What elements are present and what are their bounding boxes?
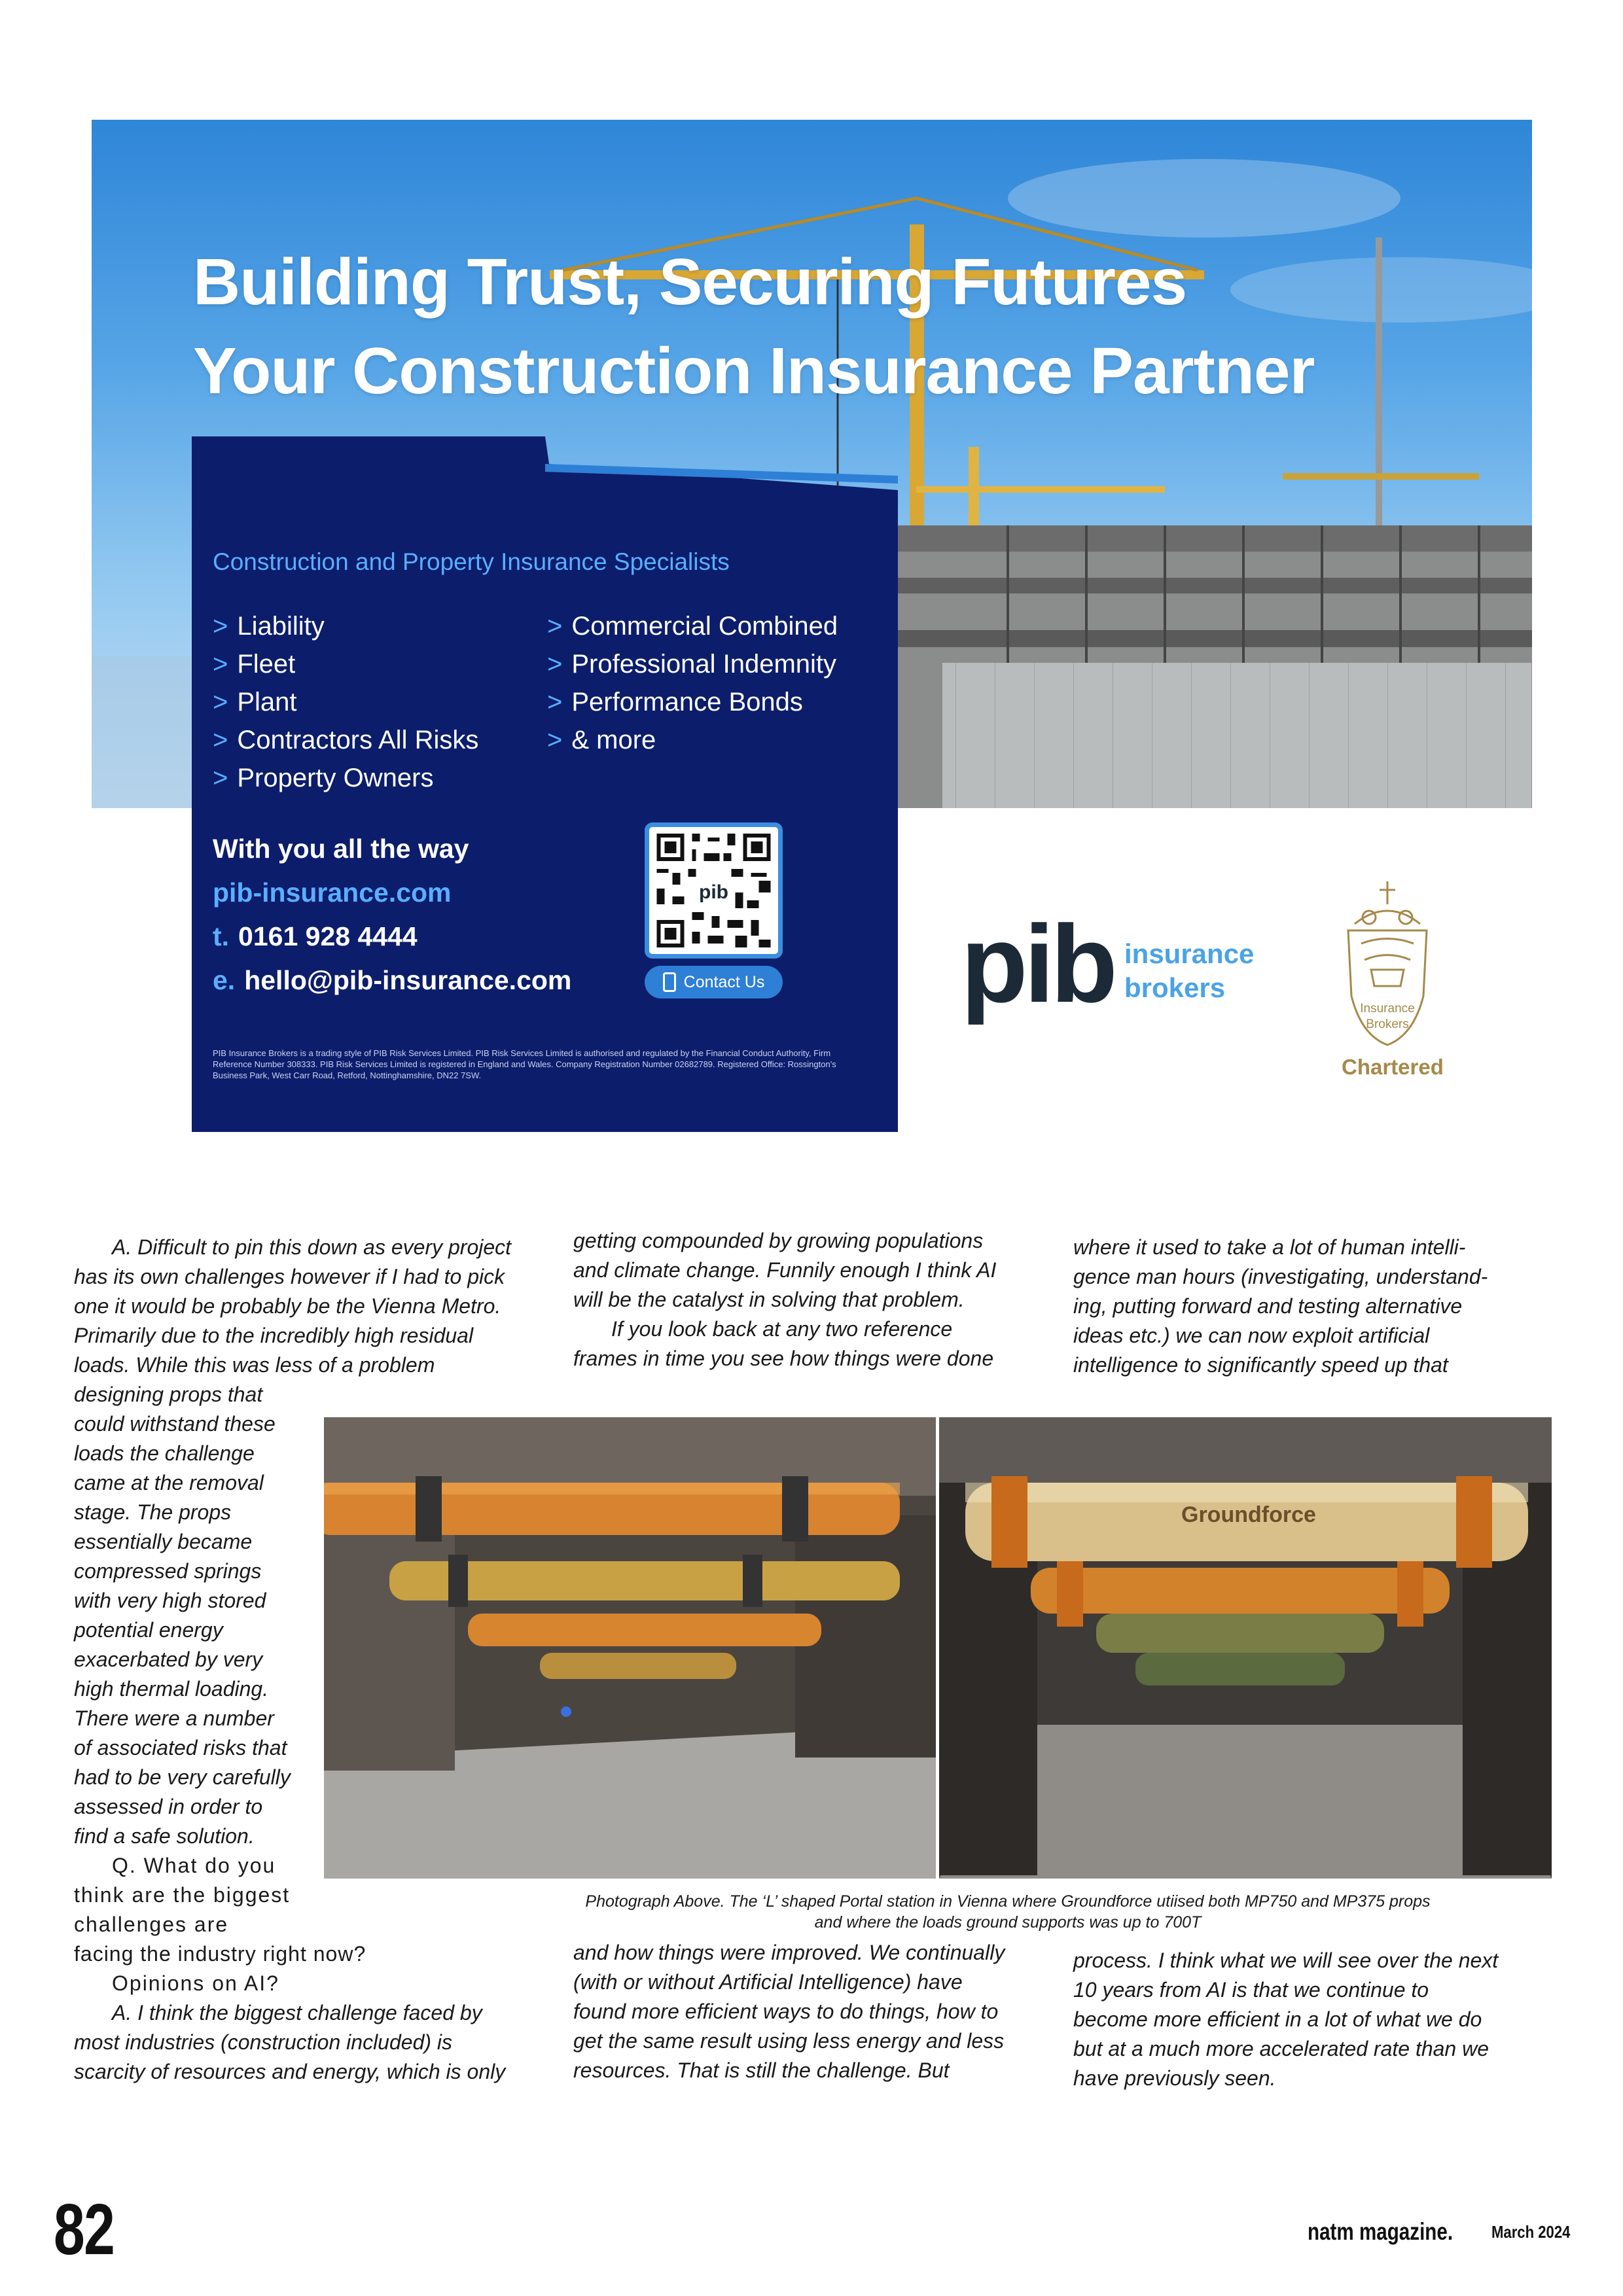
article-question: Q. What do you think are the biggest challenges are facing the industry right now? Opinions on AI? bbox=[74, 1854, 366, 1995]
service-item: > Professional Indemnity bbox=[547, 650, 837, 679]
chartered-insurance-brokers-crest-icon bbox=[1335, 878, 1440, 1055]
article-col2-top: getting compounded by growing populations and climate change. Funnily enough I think AI will be the catalyst in solving that problem. If you look back at any two reference frames in time you see how things were done bbox=[573, 1229, 997, 1370]
chevron-right-icon: > bbox=[213, 688, 228, 716]
service-item: > Property Owners bbox=[213, 764, 434, 792]
photo-caption: Photograph Above. The ‘L’ shaped Portal station in Vienna where Groundforce utiised both MP750 and MP375 props and where the loads ground supports was up to 700T bbox=[585, 1892, 1431, 1932]
website-link[interactable]: pib-insurance.com bbox=[213, 877, 452, 908]
article-col1-narrow: designing props that could withstand these loads the challenge came at the removal stage. The props essentially became compressed springs with very high stored potential energy exacerbated by very high thermal loading. There were a number of associated risks that had to be very carefully assessed in order to find a safe solution. bbox=[74, 1383, 291, 1848]
pib-logo-wordmark: pib bbox=[961, 902, 1114, 1025]
chevron-right-icon: > bbox=[213, 650, 228, 679]
service-item: > Liability bbox=[213, 612, 325, 641]
email-link[interactable]: e. hello@pib-insurance.com bbox=[213, 965, 572, 995]
legal-disclaimer: PIB Insurance Brokers is a trading style of PIB Risk Services Limited. PIB Risk Services Limited is authorised and regulated by the Financial Conduct Authority, Firm Reference Number 308333. PIB Risk Services Limited is registered in England and Wales. Company Registration Number 02682789. Registered Office: Rossington's Business Park, West Carr Road, Retford, Nottinghamshire, DN22 7SW. bbox=[213, 1048, 836, 1080]
service-item: > Fleet bbox=[213, 650, 296, 679]
pib-logo-subtext: insurance brokers bbox=[1124, 938, 1255, 1003]
mobile-phone-icon bbox=[663, 972, 676, 992]
chartered-label: Chartered bbox=[1342, 1055, 1444, 1079]
photo-vienna-portal-left bbox=[324, 1417, 936, 1879]
ad-tagline: With you all the way bbox=[213, 834, 469, 864]
page-number: 82 bbox=[54, 2189, 115, 2270]
ad-headline-line-1: Building Trust, Securing Futures bbox=[193, 245, 1187, 319]
svg-text:pib: pib bbox=[699, 881, 728, 903]
services-list-left bbox=[213, 607, 478, 797]
svg-text:Brokers: Brokers bbox=[1366, 1017, 1409, 1031]
article-col3-bottom: process. I think what we will see over the next 10 years from AI is that we continue to become more efficient in a lot of what we do but at a much more accelerated rate than we have previously seen. bbox=[1073, 1949, 1499, 2090]
chevron-right-icon: > bbox=[547, 688, 563, 716]
service-item: > Contractors All Risks bbox=[213, 726, 479, 754]
service-item: > Performance Bonds bbox=[547, 688, 803, 716]
qr-code-icon bbox=[656, 834, 772, 947]
tunnel-props-photo-left bbox=[324, 1417, 936, 1879]
article-col1-bottom: A. I think the biggest challenge faced by most industries (construction included) is scarcity of resources and energy, which is only bbox=[74, 2001, 506, 2083]
chevron-right-icon: > bbox=[213, 726, 228, 754]
article-col3-top: where it used to take a lot of human intelli- gence man hours (investigating, understand- ing, putting forward and testing alternative ideas etc.) we can now exploit artificial intelligence to significantly speed up that bbox=[1073, 1235, 1488, 1377]
chevron-right-icon: > bbox=[213, 764, 228, 792]
chevron-right-icon: > bbox=[547, 650, 563, 679]
article-col2-bottom: and how things were improved. We continually (with or without Artificial Intelligence) have found more efficient ways to do things, how to get the same result using less energy and less resources. That is still the challenge. But bbox=[573, 1941, 1005, 2082]
service-item: > & more bbox=[547, 726, 656, 754]
service-item: > Plant bbox=[213, 688, 297, 716]
svg-text:Groundforce: Groundforce bbox=[1181, 1502, 1316, 1527]
phone-number[interactable]: t. 0161 928 4444 bbox=[213, 921, 418, 951]
contact-us-button[interactable]: Contact Us bbox=[645, 966, 783, 998]
photo-vienna-portal-right bbox=[939, 1417, 1552, 1879]
chevron-right-icon: > bbox=[547, 726, 563, 754]
ad-headline-line-2: Your Construction Insurance Partner bbox=[193, 334, 1315, 408]
ad-subtitle: Construction and Property Insurance Specialists bbox=[213, 548, 730, 575]
services-list-right bbox=[547, 607, 838, 759]
service-item: > Commercial Combined bbox=[547, 612, 838, 641]
svg-text:Insurance: Insurance bbox=[1360, 1002, 1415, 1016]
ad-headline bbox=[193, 238, 1502, 415]
tunnel-props-photo-right bbox=[939, 1417, 1552, 1879]
chevron-right-icon: > bbox=[547, 612, 563, 641]
issue-date: March 2024 bbox=[1491, 2222, 1571, 2242]
chevron-right-icon: > bbox=[213, 612, 228, 641]
magazine-name: natm magazine. bbox=[1308, 2218, 1454, 2245]
article-col1-top: A. Difficult to pin this down as every project has its own challenges however if I had to pick one it would be probably be the Vienna Metro. Primarily due to the incredibly high residual loads. While this was less of a problem bbox=[74, 1235, 512, 1377]
qr-code[interactable] bbox=[645, 822, 783, 959]
